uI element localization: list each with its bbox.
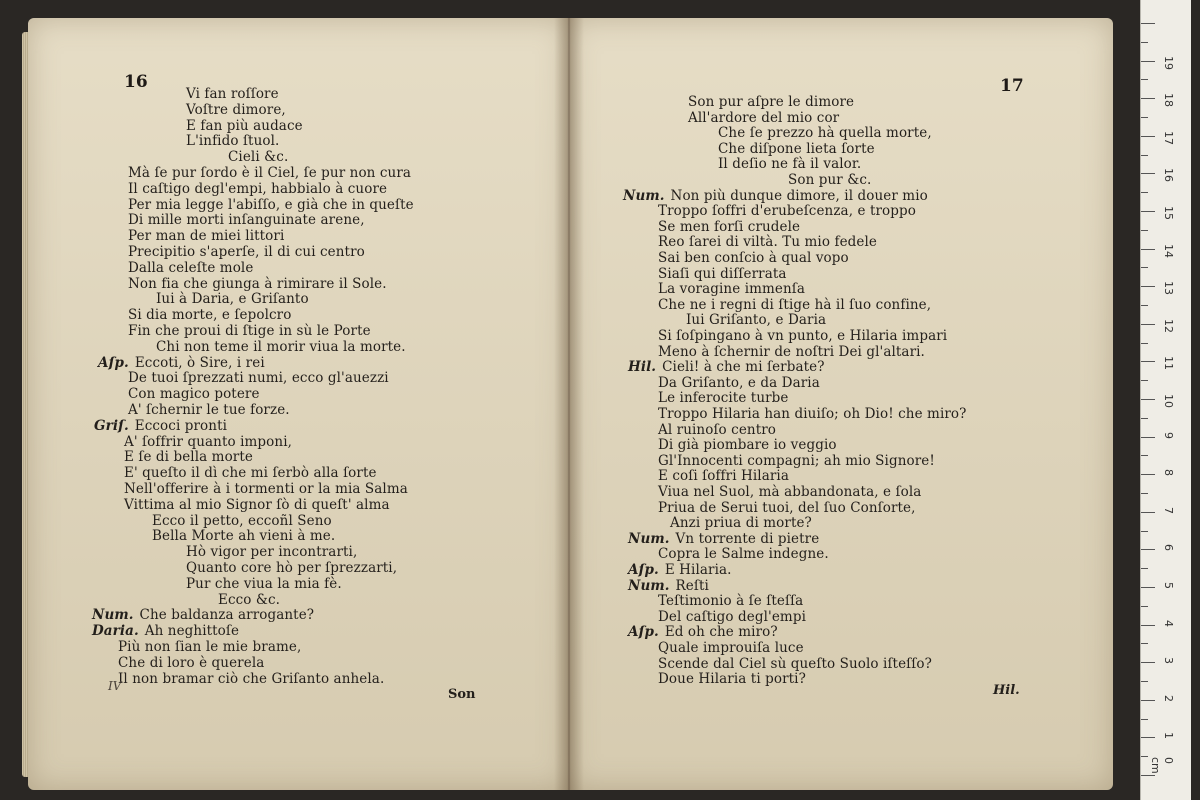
text-line xyxy=(658,392,789,406)
line-text: Il non bramar ciò che Griſanto anhela. xyxy=(118,670,385,687)
line-text: Del caſtigo degl'empi xyxy=(658,608,806,625)
line-text: Di già piombare io veggio xyxy=(658,437,837,454)
line-text: Eccoci pronti xyxy=(134,417,228,434)
text-line xyxy=(128,167,411,181)
ruler-tick xyxy=(1141,418,1148,419)
line-text: Che diſpone lieta ſorte xyxy=(718,140,875,157)
line-text: La voragine immenſa xyxy=(658,281,806,298)
line-text: Viua nel Suol, mà abbandonata, e ſola xyxy=(658,484,922,500)
text-line xyxy=(628,577,709,594)
line-text: Son pur aſpre le dimore xyxy=(688,94,855,110)
line-text: Quanto core hò per ſprezzarti, xyxy=(186,560,398,576)
ruler-tick xyxy=(1141,173,1155,174)
line-text: Nell'offerire à i tormenti or la mia Salma xyxy=(124,481,408,497)
left-page-number: 16 xyxy=(124,72,148,92)
ruler-tick xyxy=(1141,399,1155,400)
text-line xyxy=(718,158,861,172)
line-text: E coſi ſoffri Hilaria xyxy=(658,468,789,485)
speaker-label: Hil. xyxy=(628,359,657,376)
line-text: Eccoti, ò Sire, i rei xyxy=(134,354,265,371)
line-text: Cieli &c. xyxy=(228,149,289,166)
ruler-number: 7 xyxy=(1162,506,1175,514)
line-text: Da Griſanto, e da Daria xyxy=(658,374,820,391)
text-line xyxy=(788,174,871,188)
ruler-tick xyxy=(1141,79,1148,80)
line-text: Iui à Daria, e Griſanto xyxy=(156,291,309,308)
text-line xyxy=(658,283,805,297)
ruler-tick xyxy=(1141,437,1155,438)
ruler-number: 3 xyxy=(1162,657,1175,665)
text-line xyxy=(124,496,390,513)
text-line xyxy=(658,421,777,438)
line-text: Bella Morte ah vieni à me. xyxy=(152,528,336,545)
text-line xyxy=(186,117,303,134)
text-line xyxy=(658,439,837,453)
text-line xyxy=(186,546,357,560)
line-text: Vittima al mio Signor ſò di queſt' alma xyxy=(124,496,390,513)
line-text: Reſti xyxy=(675,577,709,594)
line-text: Son pur &c. xyxy=(788,172,872,188)
text-line xyxy=(186,575,342,592)
ruler-number: 9 xyxy=(1162,431,1175,439)
ruler-number: 19 xyxy=(1162,55,1175,70)
ruler-tick xyxy=(1141,136,1155,137)
right-page xyxy=(568,18,1113,790)
ruler-number: 14 xyxy=(1162,243,1175,258)
line-text: Per man de miei littori xyxy=(128,228,285,245)
text-line xyxy=(92,625,239,639)
ruler-tick xyxy=(1141,361,1155,362)
line-text: Hò vigor per incontrarti, xyxy=(186,544,358,561)
text-line xyxy=(186,135,279,149)
line-text: All'ardore del mio cor xyxy=(688,109,840,126)
speaker-label: Daria. xyxy=(92,623,139,640)
line-text: Ecco &c. xyxy=(218,591,281,608)
text-line xyxy=(658,499,916,516)
ruler-tick xyxy=(1141,61,1155,62)
ruler-tick xyxy=(1141,587,1155,588)
ruler-number: 16 xyxy=(1162,168,1175,183)
text-line xyxy=(718,127,932,141)
line-text: E ſe di bella morte xyxy=(124,449,253,466)
line-text: Siaſi qui diſſerrata xyxy=(658,265,787,282)
line-text: Di mille morti inſanguinate arene, xyxy=(128,212,365,229)
text-line xyxy=(218,591,281,608)
text-line xyxy=(124,467,377,481)
text-line xyxy=(156,338,406,355)
line-text: Iui Griſanto, e Daria xyxy=(686,312,827,329)
ruler-tick xyxy=(1141,267,1148,268)
line-text: E fan più audace xyxy=(186,117,303,134)
line-text: Quale improuiſa luce xyxy=(658,640,804,656)
text-line xyxy=(658,608,806,625)
line-text: Doue Hilaria ti porti? xyxy=(658,671,806,688)
ruler-tick xyxy=(1141,549,1155,550)
line-text: A' ſchernir le tue forze. xyxy=(128,402,290,418)
ruler-tick xyxy=(1141,493,1148,494)
ruler-number: 17 xyxy=(1162,130,1175,145)
text-line xyxy=(658,236,877,250)
text-line xyxy=(152,512,332,529)
text-line xyxy=(658,252,849,266)
line-text: A' ſoffrir quanto imponi, xyxy=(124,433,293,450)
line-text: Meno à ſchernir de noſtri Dei gl'altari. xyxy=(658,343,925,360)
speaker-label: Num. xyxy=(628,530,670,547)
line-text: Vi fan roſſore xyxy=(186,86,279,102)
line-text: Con magico potere xyxy=(128,386,260,403)
line-text: Reo ſarei di viltà. Tu mio fedele xyxy=(658,234,877,251)
line-text: Che di loro è querela xyxy=(118,654,265,671)
open-book xyxy=(28,18,1113,790)
ruler-number: 1 xyxy=(1162,732,1175,740)
line-text: Non più dunque dimore, il douer mio xyxy=(670,187,928,204)
ruler-number: 13 xyxy=(1162,281,1175,296)
line-text: Troppo Hilaria han diuiſo; oh Dio! che miro? xyxy=(658,406,967,422)
speaker-label: Num. xyxy=(623,187,665,204)
text-line xyxy=(128,196,414,213)
text-line xyxy=(658,595,803,609)
text-line xyxy=(623,187,928,204)
speaker-label: Num. xyxy=(92,607,134,624)
ruler-tick xyxy=(1141,305,1148,306)
text-line xyxy=(186,101,286,118)
text-line xyxy=(628,361,825,375)
line-text: Chi non teme il morir viua la morte. xyxy=(156,338,406,355)
ruler-number: 10 xyxy=(1162,394,1175,408)
line-text: Le inferocite turbe xyxy=(658,390,789,407)
speaker-label: Num. xyxy=(628,577,670,594)
line-text: E' queſto il dì che mi ſerbò alla ſorte xyxy=(124,465,377,482)
text-line xyxy=(128,246,365,260)
text-line xyxy=(118,670,385,687)
line-text: Cieli! à che mi ſerbate? xyxy=(662,359,825,376)
text-line xyxy=(128,180,388,197)
text-line xyxy=(118,641,301,655)
ruler-tick xyxy=(1141,775,1155,776)
ruler-tick xyxy=(1141,117,1148,118)
ruler-number: 8 xyxy=(1162,469,1175,477)
ruler-tick xyxy=(1141,230,1148,231)
ruler-number: 11 xyxy=(1162,356,1175,371)
line-text: Voſtre dimore, xyxy=(186,101,286,118)
speaker-label: Griſ. xyxy=(94,417,129,434)
ruler-tick xyxy=(1141,719,1148,720)
speaker-label: Aſp. xyxy=(628,624,659,641)
text-line xyxy=(658,330,947,344)
ruler-tick xyxy=(1141,737,1155,738)
text-line xyxy=(658,470,789,484)
ruler-tick xyxy=(1141,625,1155,626)
left-catchword: Son xyxy=(448,687,476,702)
text-line xyxy=(98,354,265,371)
text-line xyxy=(686,314,826,328)
line-text: Teſtimonio à ſe ſteſſa xyxy=(658,593,804,610)
measurement-ruler xyxy=(1140,0,1191,800)
text-line xyxy=(670,517,812,531)
line-text: Dalla celeſte mole xyxy=(128,259,254,276)
ruler-number: 2 xyxy=(1162,694,1175,702)
ruler-tick xyxy=(1141,324,1155,325)
line-text: Pur che viua la mia fè. xyxy=(186,575,342,592)
text-line xyxy=(128,372,389,386)
ruler-number: 18 xyxy=(1162,93,1175,108)
line-text: Fin che proui di ſtige in sù le Porte xyxy=(128,323,371,339)
ruler-tick xyxy=(1141,756,1148,757)
line-text: Sai ben conſcio à qual vopo xyxy=(658,250,849,266)
ruler-number: 6 xyxy=(1162,544,1175,552)
ruler-tick xyxy=(1141,568,1148,569)
text-line xyxy=(658,673,806,687)
line-text: Più non ſian le mie brame, xyxy=(118,639,302,655)
ruler-tick xyxy=(1141,42,1148,43)
line-text: Non fia che giunga à rimirare il Sole. xyxy=(128,275,387,292)
right-page-number: 17 xyxy=(1000,76,1024,96)
text-line xyxy=(186,88,279,102)
ruler-tick xyxy=(1141,286,1155,287)
ruler-number: 12 xyxy=(1162,318,1175,333)
text-line xyxy=(128,325,371,339)
line-text: Anzi priua di morte? xyxy=(670,515,812,532)
ruler-tick xyxy=(1141,249,1155,250)
text-line xyxy=(124,451,253,465)
ruler-tick xyxy=(1141,98,1155,99)
text-line xyxy=(128,275,387,292)
text-line xyxy=(128,309,291,323)
text-line xyxy=(658,205,916,219)
ruler-tick xyxy=(1141,380,1148,381)
text-line xyxy=(658,296,932,313)
text-line xyxy=(128,259,254,276)
speaker-label: Aſp. xyxy=(628,562,659,578)
text-line xyxy=(156,293,309,307)
text-line xyxy=(124,483,408,497)
text-line xyxy=(128,388,260,402)
ruler-tick xyxy=(1141,681,1148,682)
ruler-tick xyxy=(1141,606,1148,607)
line-text: Gl'Innocenti compagni; ah mio Signore! xyxy=(658,452,935,469)
line-text: Priua de Serui tuoi, del ſuo Conſorte, xyxy=(658,499,916,516)
line-text: Il caſtigo degl'empi, habbialo à cuore xyxy=(128,180,388,197)
text-line xyxy=(658,408,967,422)
ruler-tick xyxy=(1141,23,1155,24)
stray-mark: IV xyxy=(108,679,122,693)
line-text: De tuoi ſprezzati numi, ecco gl'auezzi xyxy=(128,370,389,387)
line-text: Scende dal Ciel sù queſto Suolo iſteſſo? xyxy=(658,655,932,672)
line-text: Per mia legge l'abiſſo, e già che in queſte xyxy=(128,196,414,213)
text-line xyxy=(658,265,787,282)
ruler-unit-label: 0 cm xyxy=(1149,757,1175,774)
line-text: Che baldanza arrogante? xyxy=(139,607,315,624)
text-line xyxy=(718,140,875,157)
text-line xyxy=(128,214,365,228)
text-line xyxy=(628,530,820,547)
line-text: L'infido ſtuol. xyxy=(186,133,280,150)
speaker-label: Aſp. xyxy=(98,354,129,371)
ruler-tick xyxy=(1141,155,1148,156)
text-line xyxy=(688,96,854,110)
ruler-tick xyxy=(1141,455,1148,456)
ruler-tick xyxy=(1141,474,1155,475)
line-text: Copra le Salme indegne. xyxy=(658,546,829,563)
line-text: Mà ſe pur ſordo è il Ciel, ſe pur non cura xyxy=(128,165,412,181)
line-text: Se men forſi crudele xyxy=(658,218,801,235)
line-text: Che ne i regni di ſtige hà il ſuo confine, xyxy=(658,296,932,313)
line-text: Ecco il petto, eccoñl Seno xyxy=(152,512,332,529)
ruler-tick xyxy=(1141,700,1155,701)
text-line xyxy=(228,151,288,165)
line-text: E Hilaria. xyxy=(664,562,732,578)
text-line xyxy=(118,654,265,671)
ruler-tick xyxy=(1141,512,1155,513)
text-line xyxy=(688,109,840,126)
ruler-tick xyxy=(1141,211,1155,212)
text-line xyxy=(658,374,820,391)
text-line xyxy=(628,564,732,578)
text-line xyxy=(128,404,290,418)
line-text: Si ſoſpingano à vn punto, e Hilaria impari xyxy=(658,328,948,344)
line-text: Che ſe prezzo hà quella morte, xyxy=(718,125,932,142)
ruler-tick xyxy=(1141,192,1148,193)
text-line xyxy=(628,626,778,640)
text-line xyxy=(152,530,335,544)
line-text: Vn torrente di pietre xyxy=(675,530,820,547)
ruler-number: 15 xyxy=(1162,206,1175,220)
line-text: Si dia morte, e ſepolcro xyxy=(128,307,292,324)
ruler-tick xyxy=(1141,643,1148,644)
ruler-tick xyxy=(1141,531,1148,532)
ruler-tick xyxy=(1141,662,1155,663)
ruler-tick xyxy=(1141,343,1148,344)
text-line xyxy=(658,486,921,500)
line-text: Ah neghittoſe xyxy=(144,623,240,640)
ruler-number: 5 xyxy=(1162,582,1175,589)
left-page xyxy=(28,18,568,790)
text-line xyxy=(92,609,314,623)
text-line xyxy=(124,433,293,450)
line-text: Troppo ſoffri d'erubeſcenza, e troppo xyxy=(658,203,916,220)
text-line xyxy=(94,417,228,434)
line-text: Ed oh che miro? xyxy=(664,624,778,641)
text-line xyxy=(128,230,284,244)
line-text: Al ruinoſo centro xyxy=(658,421,777,438)
text-line xyxy=(186,562,397,576)
text-line xyxy=(658,218,801,235)
line-text: Il deſio ne fà il valor. xyxy=(718,156,862,173)
text-line xyxy=(658,642,804,656)
text-line xyxy=(658,452,935,469)
text-line xyxy=(658,343,925,360)
right-catchword: Hil. xyxy=(993,683,1020,698)
line-text: Precipitio s'aperſe, il di cui centro xyxy=(128,244,365,260)
ruler-number: 4 xyxy=(1162,619,1175,627)
text-line xyxy=(658,548,829,562)
text-line xyxy=(658,655,932,672)
